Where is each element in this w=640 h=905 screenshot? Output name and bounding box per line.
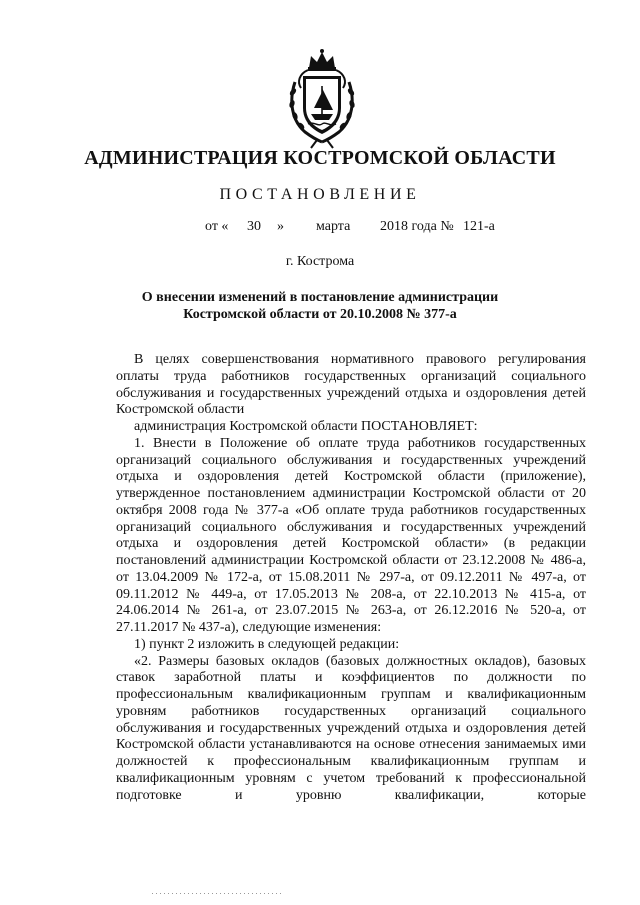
agency-name: АДМИНИСТРАЦИЯ КОСТРОМСКОЙ ОБЛАСТИ bbox=[84, 147, 556, 169]
quoted-point-2-paragraph: «2. Размеры базовых окладов (базовых должностных окладов), базовых ставок заработной платы и коэффициентов по должности по профессиональным квалификационным группам и квалификационным уровням работников государственных организаций социального обслуживания и государственных учреждений отдыха и оздоровления детей Костромской области устанавливаются на основе отнесения занимаемых ими должностей к профессиональным квалификационным группам и квалификационным уровням с учетом требований к профессиональной подготовке и уровню квалификации, которые bbox=[116, 653, 586, 803]
date-day: 30 bbox=[247, 219, 261, 234]
date-month: марта bbox=[316, 219, 351, 234]
date-quote-close: » bbox=[277, 219, 284, 234]
kostroma-coat-of-arms-icon bbox=[287, 48, 357, 150]
resolution-clause: администрация Костромской области ПОСТАНОВЛЯЕТ: bbox=[134, 419, 478, 434]
item-1-paragraph: 1. Внести в Положение об оплате труда работников государственных организаций социального обслуживания и государственных учреждений отдыха и оздоровления детей Костромской области (приложение), утвержденное постановлением администрации Костромской области от 20 октября 2008 года № 377-а «Об оплате труда работников государственных организаций социального обслуживания и государственных учреждений отдыха и оздоровления детей Костромской области» (в редакции постановлений администрации Костромской области от 23.12.2008 № 486-а, от 13.04.2009 № 172-а, от 15.08.2011 № 297-а, от 09.12.2011 № 497-а, от 09.11.2012 № 449-а, от 17.05.2013 № 208-а, от 22.10.2013 № 415-а, от 24.06.2014 № 261-а, от 23.07.2015 № 263-а, от 26.12.2016 № 520-а, от 27.11.2017 № 437-а), следующие изменения: bbox=[116, 435, 586, 635]
date-year-number-label: 2018 года № bbox=[380, 219, 454, 234]
city-name: г. Кострома bbox=[285, 254, 355, 269]
subject-line-1: О внесении изменений в постановление администрации bbox=[141, 290, 499, 305]
document-number: 121-а bbox=[463, 219, 495, 234]
date-prefix: от « bbox=[205, 219, 229, 234]
scan-artifact-line bbox=[152, 893, 282, 894]
subject-line-2: Костромской области от 20.10.2008 № 377-а bbox=[183, 307, 457, 322]
document-subject bbox=[0, 289, 640, 323]
preamble-paragraph: В целях совершенствования нормативного правового регулирования оплаты труда работников государственных организаций социального обслуживания и государственных учреждений отдыха и оздоровления детей Костромской области bbox=[116, 352, 586, 418]
document-body bbox=[116, 352, 586, 804]
subitem-1-paragraph: 1) пункт 2 изложить в следующей редакции: bbox=[134, 636, 400, 652]
document-type: ПОСТАНОВЛЕНИЕ bbox=[219, 186, 421, 203]
